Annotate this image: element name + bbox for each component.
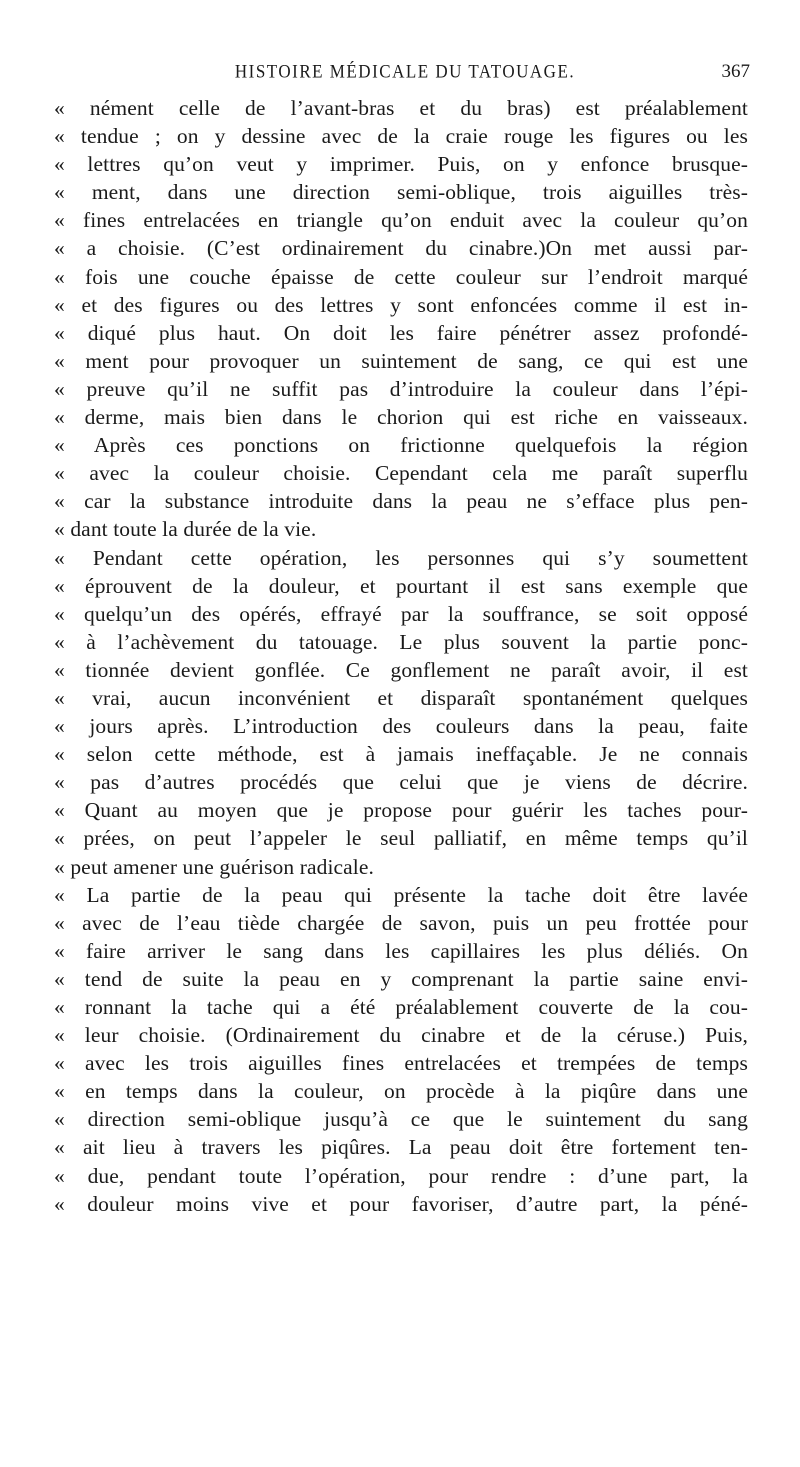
text-line: « vrai, aucun inconvénient et disparaît spontanément quelques — [54, 685, 748, 710]
text-line: « nément celle de l’avant-bras et du bras) est préalablement — [54, 96, 748, 120]
text-line: « ronnant la tache qui a été préalablement couverte de la cou- — [54, 995, 748, 1019]
page-header — [60, 58, 750, 84]
text-line: « douleur moins vive et pour favoriser, d’autre part, la péné- — [54, 1191, 748, 1216]
text-line: « La partie de la peau qui présente la tache doit être lavée — [54, 882, 748, 907]
text-line: « dant toute la durée de la vie. — [54, 517, 317, 542]
text-line: « peut amener une guérison radicale. — [54, 854, 374, 879]
text-line: « avec la couleur choisie. Cependant cela me paraît superflu — [54, 461, 748, 486]
text-line: « fines entrelacées en triangle qu’on enduit avec la couleur qu’on — [54, 208, 748, 233]
text-line: « Après ces ponctions on frictionne quelquefois la région — [54, 433, 748, 458]
text-line: « avec les trois aiguilles fines entrelacées et trempées de temps — [54, 1051, 748, 1076]
text-line: « ment pour provoquer un suintement de sang, ce qui est une — [54, 348, 748, 373]
text-line: « avec de l’eau tiède chargée de savon, puis un peu frottée pour — [54, 910, 748, 935]
text-line: « selon cette méthode, est à jamais ineffaçable. Je ne connais — [54, 742, 748, 767]
text-line: « tionnée devient gonflée. Ce gonflement ne paraît avoir, il est — [54, 657, 748, 682]
running-title: HISTOIRE MÉDICALE DU TATOUAGE. — [234, 60, 576, 83]
text-line: « car la substance introduite dans la peau ne s’efface plus pen- — [54, 489, 748, 514]
text-line: « derme, mais bien dans le chorion qui est riche en vaisseaux. — [54, 405, 748, 430]
text-line: « due, pendant toute l’opération, pour rendre : d’une part, la — [54, 1163, 748, 1188]
text-line: « quelqu’un des opérés, effrayé par la souffrance, se soit opposé — [54, 601, 748, 626]
page-number: 367 — [721, 61, 750, 82]
body-text — [54, 94, 748, 1218]
text-line: « et des figures ou des lettres y sont enfoncées comme il est in- — [54, 292, 748, 317]
text-line: « éprouvent de la douleur, et pourtant il est sans exemple que — [54, 573, 748, 598]
text-line: « a choisie. (C’est ordinairement du cinabre.)On met aussi par- — [54, 236, 748, 261]
text-line: « à l’achèvement du tatouage. Le plus souvent la partie ponc- — [54, 629, 748, 654]
text-line: « pas d’autres procédés que celui que je viens de décrire. — [54, 770, 748, 795]
text-line: « fois une couche épaisse de cette couleur sur l’endroit marqué — [54, 264, 748, 289]
text-line: « tendue ; on y dessine avec de la craie rouge les figures ou les — [54, 124, 748, 149]
text-line: « tend de suite la peau en y comprenant la partie saine envi- — [54, 966, 748, 991]
text-line: « ait lieu à travers les piqûres. La peau doit être fortement ten- — [54, 1135, 748, 1160]
text-line: « jours après. L’introduction des couleurs dans la peau, faite — [54, 714, 748, 739]
text-line: « prées, on peut l’appeler le seul palliatif, en même temps qu’il — [54, 826, 748, 851]
text-line: « direction semi-oblique jusqu’à ce que le suintement du sang — [54, 1107, 748, 1132]
text-line: « leur choisie. (Ordinairement du cinabre et de la céruse.) Puis, — [54, 1023, 748, 1048]
text-line: « lettres qu’on veut y imprimer. Puis, on y enfonce brusque- — [54, 152, 748, 177]
text-line: « Pendant cette opération, les personnes qui s’y soumettent — [54, 545, 748, 570]
text-line: « Quant au moyen que je propose pour guérir les taches pour- — [54, 798, 748, 823]
text-line: « faire arriver le sang dans les capillaires les plus déliés. On — [54, 938, 748, 963]
text-line: « en temps dans la couleur, on procède à la piqûre dans une — [54, 1079, 748, 1104]
text-line: « diqué plus haut. On doit les faire pénétrer assez profondé- — [54, 320, 748, 345]
text-line: « preuve qu’il ne suffit pas d’introduire la couleur dans l’épi- — [54, 376, 748, 401]
text-line: « ment, dans une direction semi-oblique, trois aiguilles très- — [54, 180, 748, 205]
